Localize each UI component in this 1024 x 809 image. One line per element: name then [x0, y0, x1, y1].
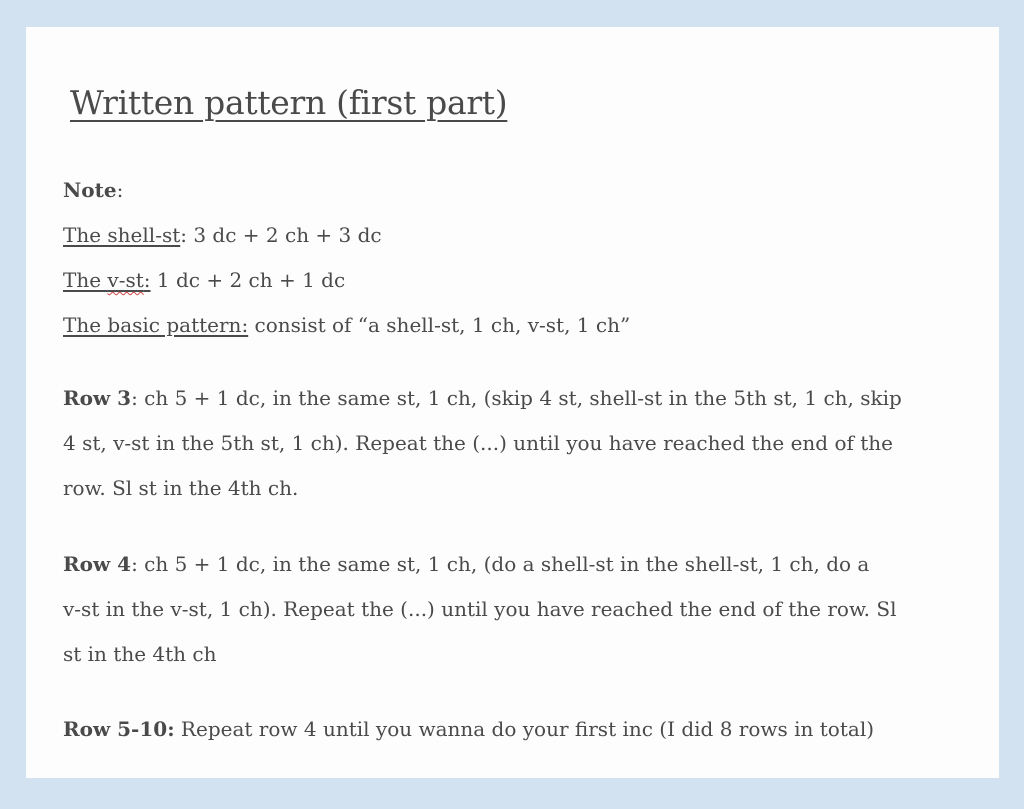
row-3-line-2: 4 st, v-st in the 5th st, 1 ch). Repeat the (...) until you have reached the end of the [63, 431, 894, 455]
shell-st-definition [63, 213, 968, 258]
row-5-10-label: Row 5-10: [63, 717, 175, 741]
row-3-label: Row 3 [63, 386, 132, 410]
v-st-label-prefix: The [63, 268, 108, 292]
row-4-text-1: : ch 5 + 1 dc, in the same st, 1 ch, (do a shell-st in the shell-st, 1 ch, do a [131, 552, 870, 576]
note-section [63, 168, 968, 348]
note-heading-line [63, 168, 968, 213]
shell-st-label: The shell-st [63, 223, 181, 247]
basic-pattern-text: consist of “a shell-st, 1 ch, v-st, 1 ch” [248, 313, 631, 337]
row-3-line-1 [63, 376, 968, 421]
row-5-10-text-1: Repeat row 4 until you wanna do your first inc (I did 8 rows in total) [174, 717, 875, 741]
note-heading: Note [63, 178, 117, 202]
row-3-text-1: : ch 5 + 1 dc, in the same st, 1 ch, (skip 4 st, shell-st in the 5th st, 1 ch, skip [131, 386, 902, 410]
row-4-line-2: v-st in the v-st, 1 ch). Repeat the (...) until you have reached the end of the row. Sl [63, 597, 897, 621]
row-4-paragraph [63, 542, 968, 677]
row-4-line-3: st in the 4th ch [63, 642, 217, 666]
row-4-line-1 [63, 542, 968, 587]
v-st-text: 1 dc + 2 ch + 1 dc [150, 268, 346, 292]
basic-pattern-definition [63, 303, 968, 348]
shell-st-text: : 3 dc + 2 ch + 3 dc [180, 223, 382, 247]
row-5-10-paragraph [63, 707, 968, 752]
v-st-label [63, 268, 151, 292]
row-3-line-3: row. Sl st in the 4th ch. [63, 476, 299, 500]
v-st-label-word: v-st [107, 268, 144, 292]
document-page [26, 27, 999, 778]
v-st-definition [63, 258, 968, 303]
page-title: Written pattern (first part) [70, 83, 508, 122]
note-heading-colon: : [116, 178, 124, 202]
basic-pattern-label: The basic pattern: [63, 313, 249, 337]
row-4-label: Row 4 [63, 552, 132, 576]
v-st-label-colon: : [143, 268, 151, 292]
row-5-10-line-1 [63, 707, 968, 752]
row-3-paragraph [63, 376, 968, 511]
